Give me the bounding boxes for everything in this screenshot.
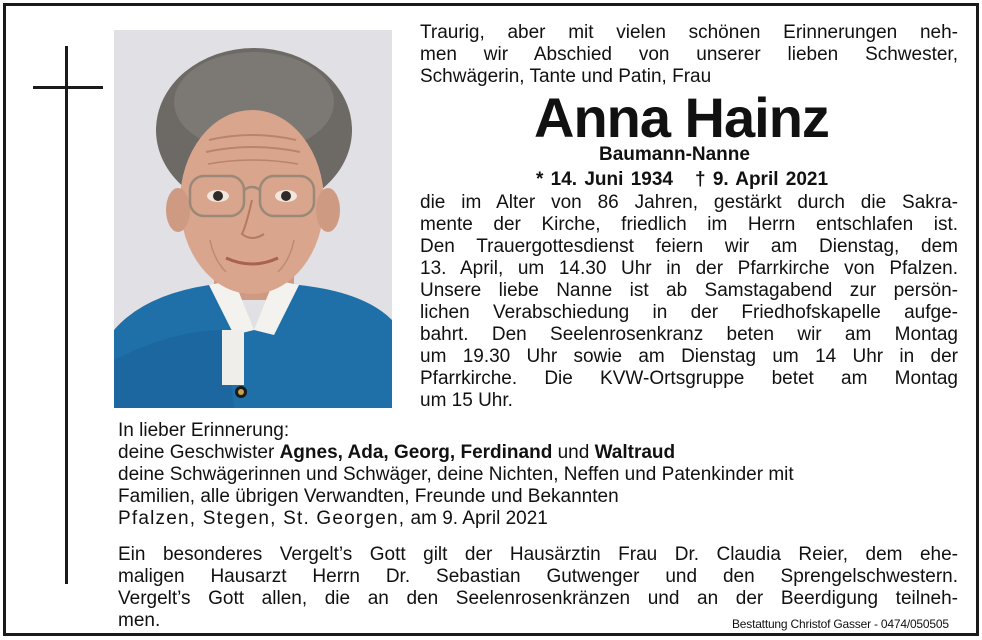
intro-line: Traurig, aber mit vielen schönen Erinnerungen neh- — [420, 22, 958, 43]
intro-text — [420, 22, 958, 88]
body-line: um 15 Uhr. — [420, 390, 513, 411]
death-date: † 9. April 2021 — [694, 169, 829, 190]
memory-heading: In lieber Erinnerung: — [118, 420, 290, 441]
life-dates — [536, 169, 828, 191]
undertaker-credit: Bestattung Christof Gasser - 0474/050505 — [732, 617, 949, 631]
body-line: Pfarrkirche. Die KVW-Ortsgruppe betet am Montag — [420, 368, 958, 389]
body-line: 13. April, um 14.30 Uhr in der Pfarrkirche von Pfalzen. — [420, 258, 958, 279]
body-line: lichen Verabschiedung in der Friedhofskapelle aufge- — [420, 302, 958, 323]
body-line: Unsere liebe Nanne ist ab Samstagabend zur persön- — [420, 280, 958, 301]
siblings-names: Agnes, Ada, Georg, Ferdinand — [279, 442, 553, 463]
body-line: Den Trauergottesdienst feiern wir am Dienstag, dem — [420, 236, 958, 257]
body-line: bahrt. Den Seelenrosenkranz beten wir am Montag — [420, 324, 958, 345]
body-line: mente der Kirche, friedlich im Herrn entschlafen ist. — [420, 214, 958, 235]
intro-line: men wir Abschied von unserer lieben Schwester, — [420, 44, 958, 65]
deceased-name: Anna Hainz — [534, 86, 829, 149]
family-line: deine Schwägerinnen und Schwäger, deine Nichten, Neffen und Patenkinder mit — [118, 464, 794, 485]
notice-date: am 9. April 2021 — [410, 508, 548, 529]
siblings-last: Waltraud — [594, 442, 676, 463]
family-line: Familien, alle übrigen Verwandten, Freunde und Bekannten — [118, 486, 619, 507]
intro-line: Schwägerin, Tante und Patin, Frau — [420, 66, 712, 87]
portrait-photo — [114, 30, 392, 408]
thanks-line: Ein besonderes Vergelt’s Gott gilt der Hausärztin Frau Dr. Claudia Reier, dem ehe- — [118, 544, 958, 565]
maiden-name: Baumann-Nanne — [599, 144, 750, 165]
siblings-and: und — [557, 442, 590, 463]
birth-date: * 14. Juni 1934 — [536, 169, 673, 190]
obituary-notice — [3, 3, 979, 636]
mourners-section — [118, 420, 958, 530]
body-text — [420, 192, 958, 412]
place-names: Pfalzen, Stegen, St. Georgen, — [118, 508, 406, 529]
portrait-illustration — [114, 30, 392, 408]
body-line: die im Alter von 86 Jahren, gestärkt durch die Sakra- — [420, 192, 958, 213]
place-date — [118, 508, 958, 530]
thanks-line: Vergelt’s Gott allen, die an den Seelenrosenkränzen und an der Beerdigung teilneh- — [118, 588, 958, 609]
siblings-line — [118, 442, 958, 464]
body-line: um 19.30 Uhr sowie am Dienstag um 14 Uhr in der — [420, 346, 958, 367]
siblings-prefix: deine Geschwister — [118, 442, 275, 463]
thanks-line: maligen Hausarzt Herrn Dr. Sebastian Gutwenger und den Sprengelschwestern. — [118, 566, 958, 587]
thanks-line: men. — [118, 610, 161, 631]
